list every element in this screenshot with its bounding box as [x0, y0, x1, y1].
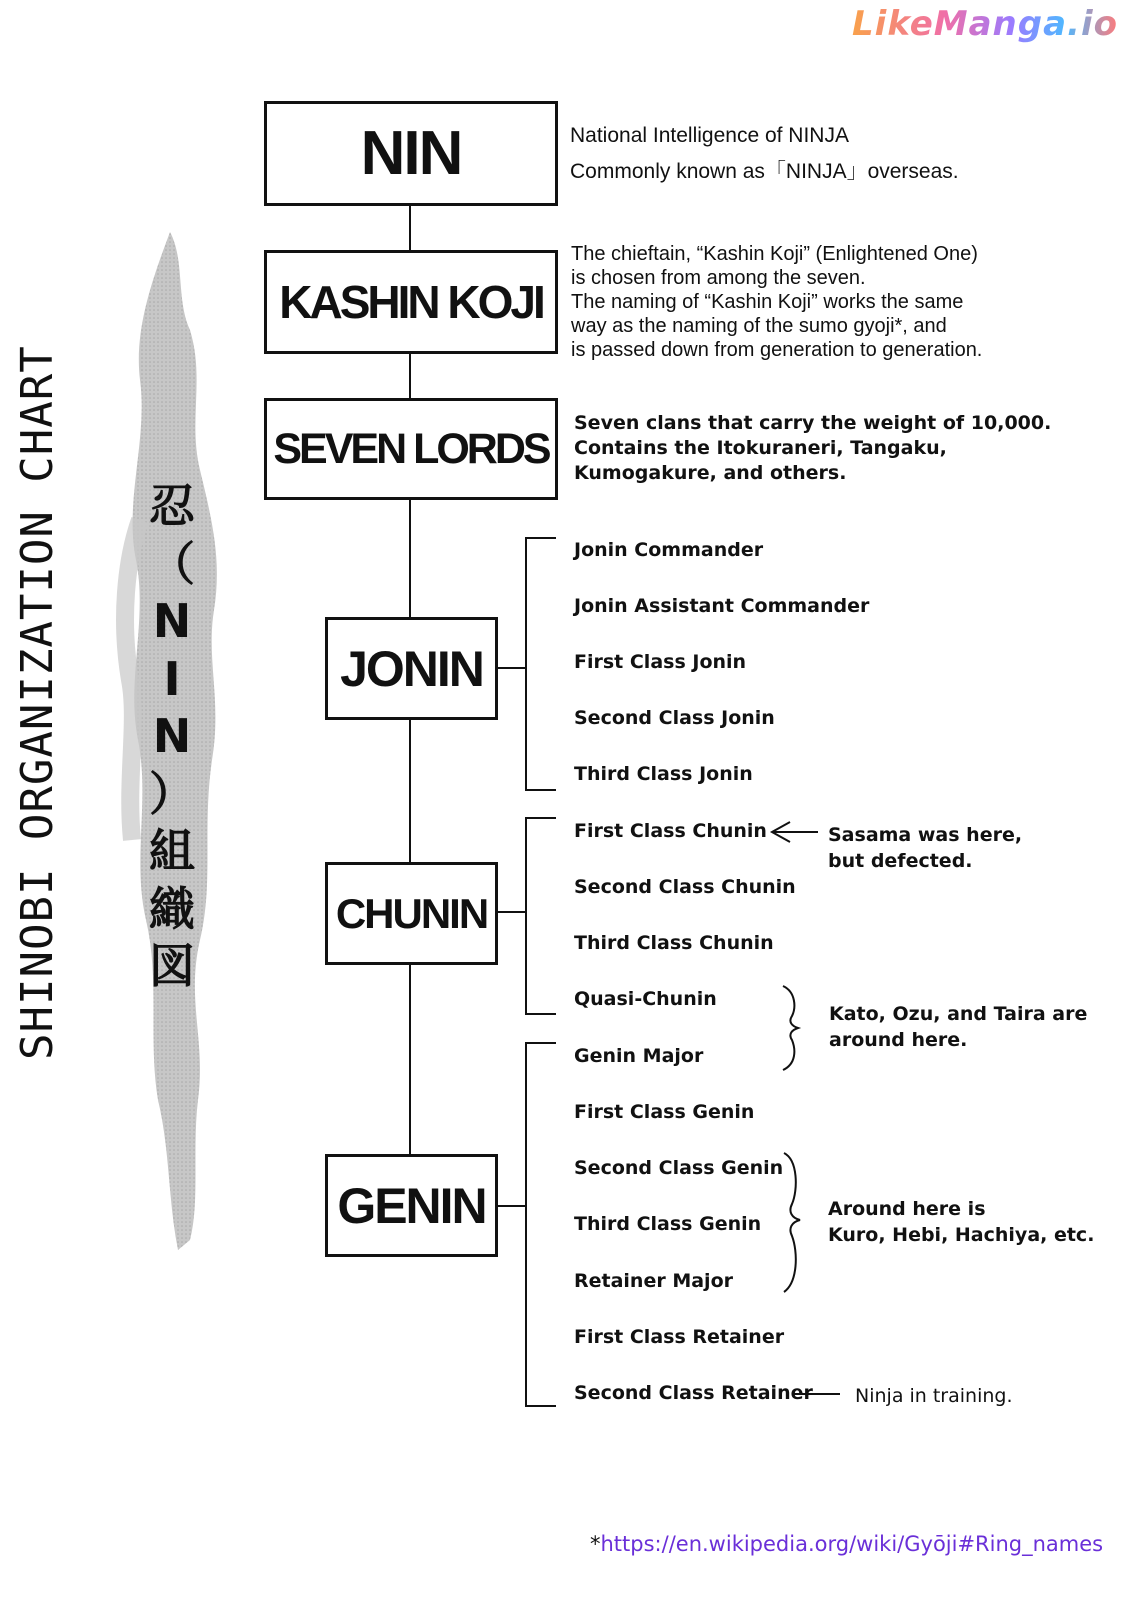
side-title: SHINOBI ORGANIZATION CHART [12, 345, 63, 1060]
note-kuro: Around here is Kuro, Hebi, Hachiya, etc. [828, 1198, 1095, 1246]
desc-nin: National Intelligence of NINJA Commonly known as「NINJA」overseas. [570, 124, 959, 183]
box-nin: NIN [264, 101, 558, 206]
rank-second-class-jonin: Second Class Jonin [574, 707, 775, 729]
rank-second-class-chunin: Second Class Chunin [574, 876, 796, 898]
rank-third-class-genin: Third Class Genin [574, 1213, 762, 1235]
note-training: Ninja in training. [855, 1385, 1013, 1407]
desc-kashin-koji: The chieftain, “Kashin Koji” (Enlightened One) is chosen from among the seven. The naming of “Kashin Koji” works the same way as the naming of the sumo gyoji*, and is passed down from generation to generation. [571, 243, 983, 361]
rank-third-class-jonin: Third Class Jonin [574, 763, 753, 785]
footer-link[interactable]: *https://en.wikipedia.org/wiki/Gyōji#Ring_names [590, 1532, 1104, 1556]
note-kato: Kato, Ozu, and Taira are around here. [829, 1003, 1088, 1051]
box-seven-lords: SEVEN LORDS [264, 398, 558, 500]
rank-first-class-chunin: First Class Chunin [574, 820, 767, 842]
rank-retainer-major: Retainer Major [574, 1270, 733, 1292]
rank-first-class-retainer: First Class Retainer [574, 1326, 785, 1348]
japanese-title: 忍 （ N I N ） 組 織 図 [149, 479, 195, 993]
desc-seven-lords: Seven clans that carry the weight of 10,000. Contains the Itokuraneri, Tangaku, Kumogakure, and others. [574, 412, 1052, 484]
box-genin: GENIN [325, 1154, 498, 1257]
rank-first-class-jonin: First Class Jonin [574, 651, 747, 673]
footer-url[interactable]: https://en.wikipedia.org/wiki/Gyōji#Ring_names [600, 1532, 1104, 1556]
note-sasama: Sasama was here, but defected. [828, 824, 1023, 872]
rank-quasi-chunin: Quasi-Chunin [574, 988, 717, 1010]
rank-second-class-genin: Second Class Genin [574, 1157, 784, 1179]
rank-second-class-retainer: Second Class Retainer [574, 1382, 813, 1404]
rank-jonin-assistant-commander: Jonin Assistant Commander [574, 595, 870, 617]
watermark-logo: LikeManga.io [852, 4, 1118, 44]
rank-genin-major: Genin Major [574, 1045, 704, 1067]
rank-jonin-commander: Jonin Commander [574, 539, 764, 561]
rank-third-class-chunin: Third Class Chunin [574, 932, 774, 954]
rank-first-class-genin: First Class Genin [574, 1101, 755, 1123]
box-chunin: CHUNIN [325, 862, 498, 965]
box-kashin-koji: KASHIN KOJI [264, 250, 558, 354]
box-jonin: JONIN [325, 617, 498, 720]
